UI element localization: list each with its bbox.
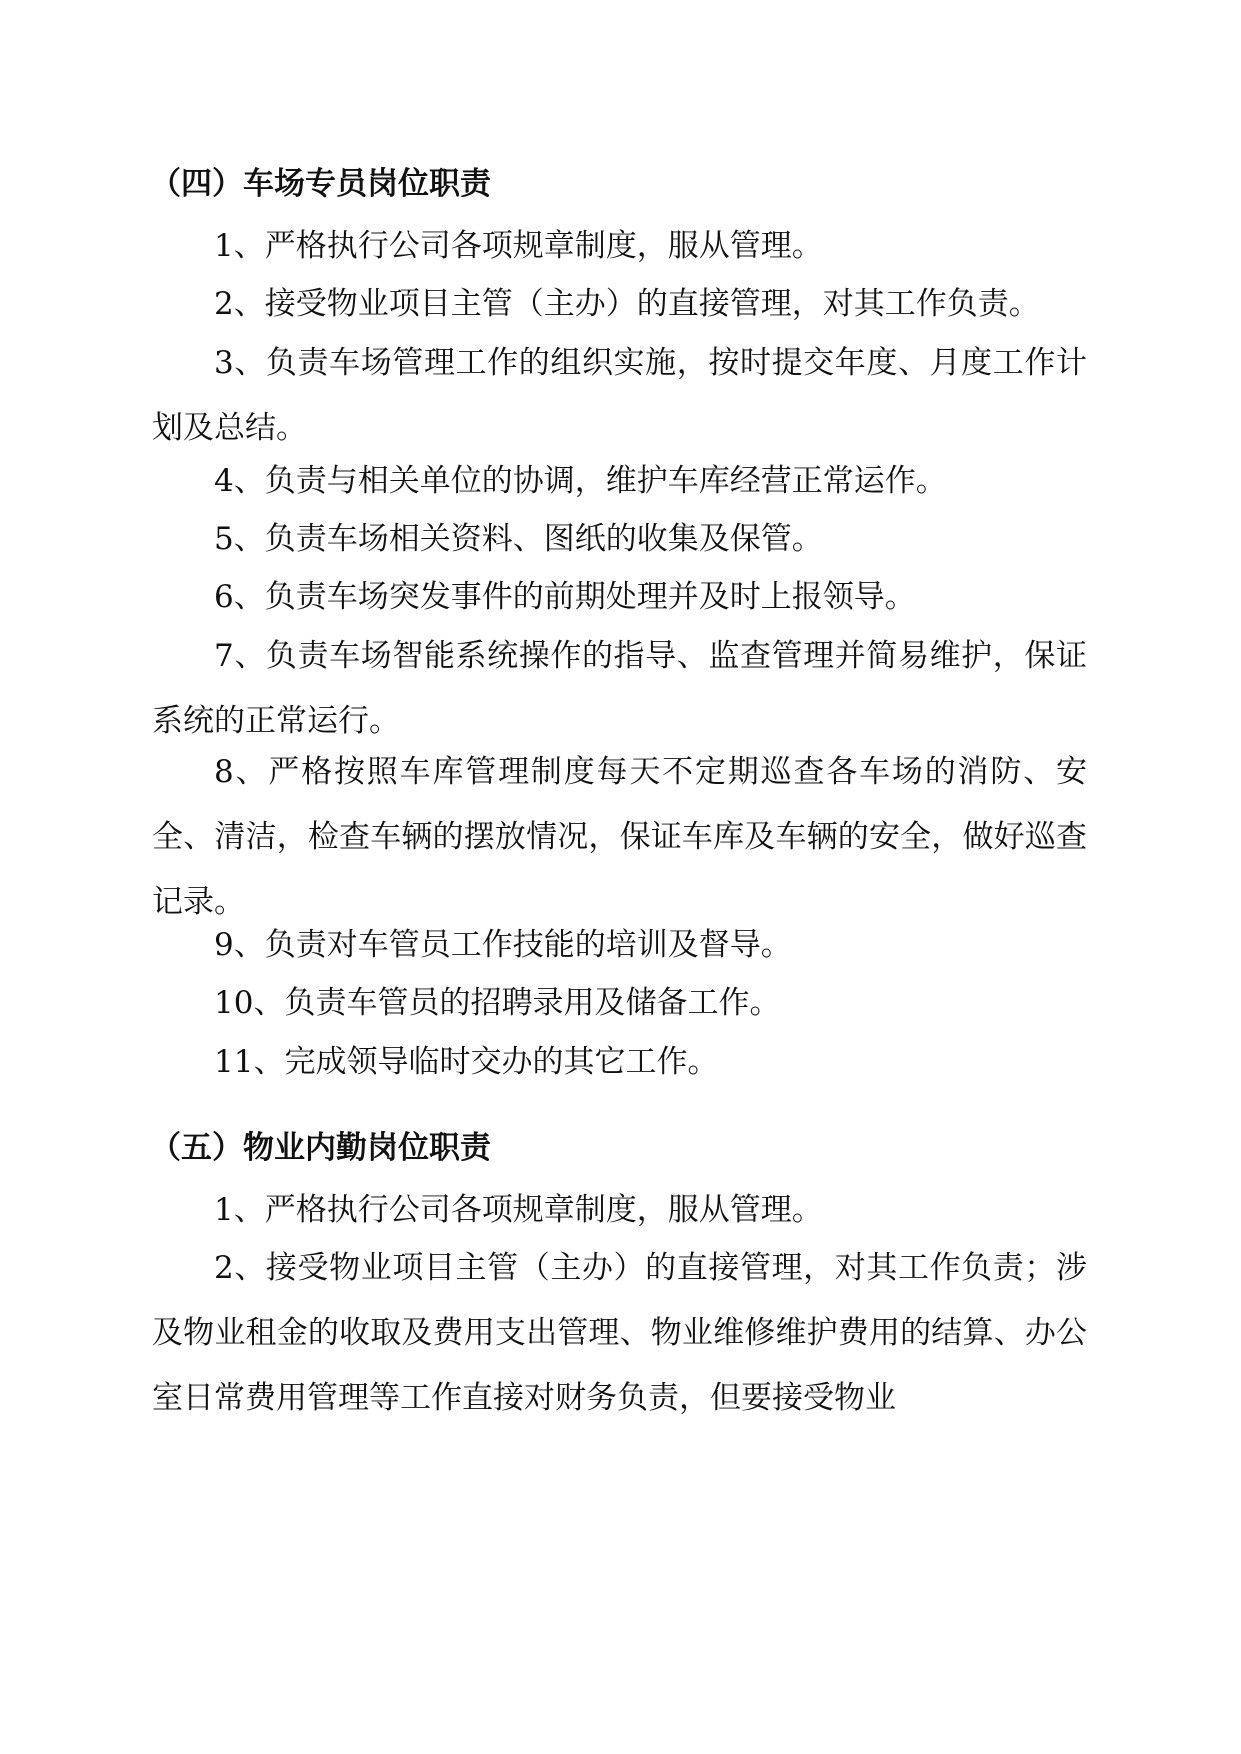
duty-item: 4、负责与相关单位的协调，维护车库经营正常运作。 [214, 463, 947, 499]
duty-item: 3、负责车场管理工作的组织实施，按时提交年度、月度工作计划及总结。 [152, 345, 1087, 446]
section-heading-5: （五）物业内勤岗位职责 [150, 1130, 491, 1166]
duty-item: 2、接受物业项目主管（主办）的直接管理，对其工作负责；涉及物业租金的收取及费用支出管理、物业维修维护费用的结算、办公室日常费用管理等工作直接对财务负责，但要接受物业 [152, 1250, 1087, 1416]
duty-item: 11、完成领导临时交办的其它工作。 [214, 1044, 719, 1080]
duty-item: 2、接受物业项目主管（主办）的直接管理，对其工作负责。 [214, 286, 1040, 322]
duty-item: 10、负责车管员的招聘录用及储备工作。 [214, 985, 781, 1021]
duty-item: 7、负责车场智能系统操作的指导、监查管理并简易维护，保证系统的正常运行。 [152, 638, 1087, 739]
duty-item: 9、负责对车管员工作技能的培训及督导。 [214, 927, 792, 963]
duty-item: 1、严格执行公司各项规章制度，服从管理。 [214, 228, 823, 264]
duty-item: 6、负责车场突发事件的前期处理并及时上报领导。 [214, 579, 916, 615]
duty-item: 1、严格执行公司各项规章制度，服从管理。 [214, 1192, 823, 1228]
duty-item: 8、严格按照车库管理制度每天不定期巡查各车场的消防、安全、清洁，检查车辆的摆放情况，保证车库及车辆的安全，做好巡查记录。 [152, 754, 1087, 920]
duty-item: 5、负责车场相关资料、图纸的收集及保管。 [214, 521, 823, 557]
section-heading-4: （四）车场专员岗位职责 [150, 166, 491, 202]
